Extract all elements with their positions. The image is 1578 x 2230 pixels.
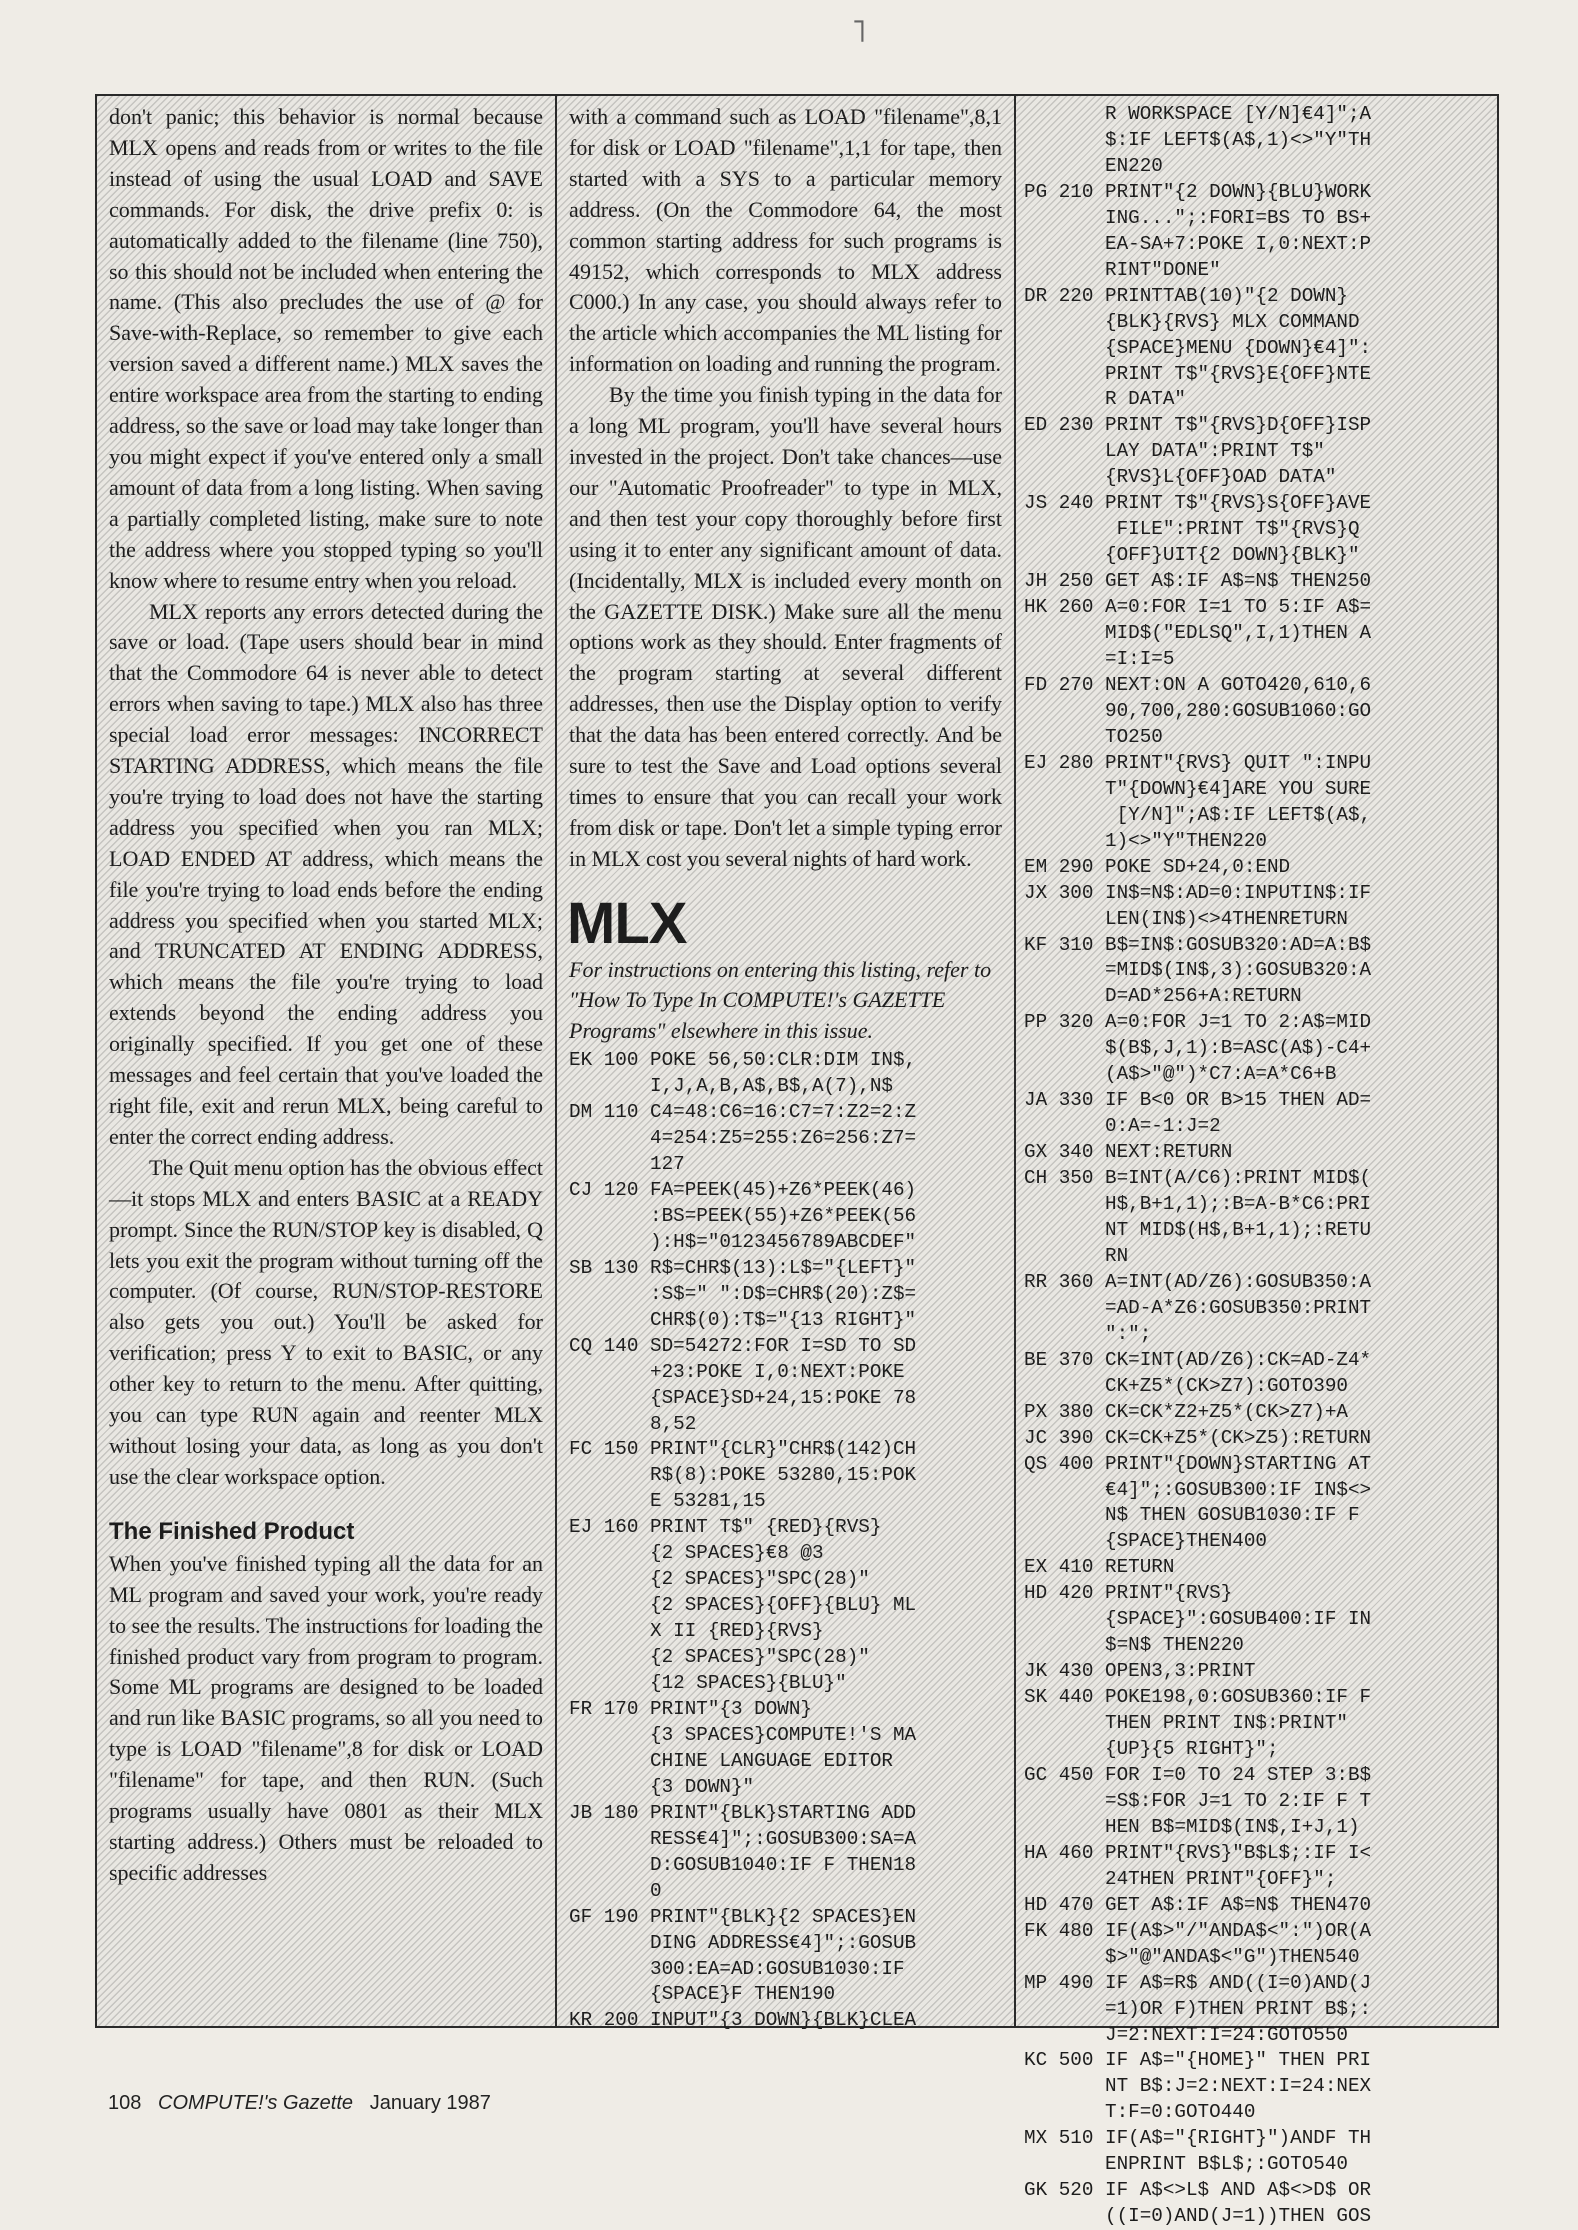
paragraph-testing-advice: By the time you finish typing in the data for a long ML program, you'll have several hours invested in the project. Don't take chances—use our "Automatic Proofreader" to type in MLX, and then test your copy thoroughly before first using it to enter any significant amount of data. (Incidentally, MLX is included every month on the GAZETTE DISK.) Make sure all the menu options work as they should. Enter fragments of the program starting at several different addresses, then use the Display option to verify that the data has been entered correctly. And be sure to test the Save and Load options several times to ensure that you can recall your work from disk or tape. Don't let a simple typing error in MLX cost you several nights of hard work. <box>569 382 1002 871</box>
paragraph-finished-product: When you've finished typing all the data for an ML program and saved your work, you're ready to see the results. The instructions for loading the finished product vary from program to program. Some ML programs are designed to be loaded and run like BASIC programs, so all you need to type is LOAD "filename",8 for disk or LOAD "filename" for tape, and then RUN. (Such programs usually have 0801 as their MLX starting address.) Others must be reloaded to specific addresses <box>109 1550 544 1885</box>
page-number: 108 <box>108 2092 142 2114</box>
listing-title: MLX <box>567 890 687 956</box>
top-printer-mark: ˥ <box>851 12 867 50</box>
column-1 <box>97 96 557 2026</box>
program-listing-part-2: R WORKSPACE [Y/N]€4]";A $:IF LEFT$(A$,1)<>"Y"TH EN220 PG 210 PRINT"{2 DOWN}{BLU}WORK ING...";:FORI=BS TO BS+ EA-SA+7:POKE I,0:NEXT:P RINT"DONE" DR 220 PRINTTAB(10)"{2 DOWN} {BLK}{RVS} MLX COMMAND {SPACE}MENU {DOWN}€4]": PRINT T$"{RVS}E{OFF}NTE R DATA" ED 230 PRINT T$"{RVS}D{OFF}ISP LAY DATA":PRINT T$" {RVS}L{OFF}OAD DATA" JS 240 PRINT T$"{RVS}S{OFF}AVE FILE":PRINT T$"{RVS}Q {OFF}UIT{2 DOWN}{BLK}" JH 250 GET A$:IF A$=N$ THEN250 HK 260 A=0:FOR I=1 TO 5:IF A$= MID$("EDLSQ",I,1)THEN A =I:I=5 FD 270 NEXT:ON A GOTO420,610,6 90,700,280:GOSUB1060:GO TO250 EJ 280 PRINT"{RVS} QUIT ":INPU T"{DOWN}€4]ARE YOU SURE [Y/N]";A$:IF LEFT$(A$, 1)<>"Y"THEN220 EM 290 POKE SD+24,0:END JX 300 IN$=N$:AD=0:INPUTIN$:IF LEN(IN$)<>4THENRETURN KF 310 B$=IN$:GOSUB320:AD=A:B$ =MID$(IN$,3):GOSUB320:A D=AD*256+A:RETURN PP 320 A=0:FOR J=1 TO 2:A$=MID $(B$,J,1):B=ASC(A$)-C4+ (A$>"@")*C7:A=A*C6+B JA 330 IF B<0 OR B>15 THEN AD= 0:A=-1:J=2 GX 340 NEXT:RETURN CH 350 B=INT(A/C6):PRINT MID$( H$,B+1,1);:B=A-B*C6:PRI NT MID$(H$,B+1,1);:RETU RN RR 360 A=INT(AD/Z6):GOSUB350:A =AD-A*Z6:GOSUB350:PRINT ":"; BE 370 CK=INT(AD/Z6):CK=AD-Z4* CK+Z5*(CK>Z7):GOTO390 PX 380 CK=CK*Z2+Z5*(CK>Z7)+A JC 390 CK=CK+Z5*(CK>Z5):RETURN QS 400 PRINT"{DOWN}STARTING AT €4]";:GOSUB300:IF IN$<> N$ THEN GOSUB1030:IF F {SPACE}THEN400 EX 410 RETURN HD 420 PRINT"{RVS} {SPACE}":GOSUB400:IF IN $=N$ THEN220 JK 430 OPEN3,3:PRINT SK 440 POKE198,0:GOSUB360:IF F THEN PRINT IN$:PRINT" {UP}{5 RIGHT}"; GC 450 FOR I=0 TO 24 STEP 3:B$ =S$:FOR J=1 TO 2:IF F T HEN B$=MID$(IN$,I+J,1) HA 460 PRINT"{RVS}"B$L$;:IF I< 24THEN PRINT"{OFF}"; HD 470 GET A$:IF A$=N$ THEN470 FK 480 IF(A$>"/"ANDA$<":")OR(A $>"@"ANDA$<"G")THEN540 MP 490 IF A$=R$ AND((I=0)AND(J =1)OR F)THEN PRINT B$;: J=2:NEXT:I=24:GOTO550 KC 500 IF A$="{HOME}" THEN PRI NT B$:J=2:NEXT:I=24:NEX T:F=0:GOTO440 MX 510 IF(A$="{RIGHT}")ANDF TH ENPRINT B$L$;:GOTO540 GK 520 IF A$<>L$ AND A$<>D$ OR ((I=0)AND(J=1))THEN GOS <box>1024 103 1372 2228</box>
column-1-text-continued <box>97 1549 555 1889</box>
column-1-text <box>97 96 555 1493</box>
column-2-text <box>557 96 1014 875</box>
paragraph-load-errors: MLX reports any errors detected during the save or load. (Tape users should bear in mind that the Commodore 64 is never able to detect errors when saving to tape.) MLX also has three special load error messages: INCORRECT STARTING ADDRESS, which means the file you're trying to load does not have the starting address you specified when you ran MLX; LOAD ENDED AT address, which means the file you're trying to load ends before the ending address you specified when you started MLX; and TRUNCATED AT ENDING ADDRESS, which means the file you're trying to load extends beyond the ending address you originally specified. If you get one of these messages and feel certain that you've loaded the right file, exit and rerun MLX, being careful to enter the correct ending address. <box>109 598 543 1149</box>
listing-instructions: For instructions on entering this listing, refer to "How To Type In COMPUTE!'s GAZETTE Programs" elsewhere in this issue. <box>569 956 992 1043</box>
section-heading-finished-product: The Finished Product <box>109 1517 355 1545</box>
page-footer <box>108 2092 491 2115</box>
paragraph-quit-option: The Quit menu option has the obvious effect—it stops MLX and enters BASIC at a READY prompt. Since the RUN/STOP key is disabled, Q lets you exit the program without turning off the computer. (Of course, RUN/STOP-RESTORE also gets you out.) You'll be asked for verification; press Y to exit to BASIC, or any other key to return to the menu. After quitting, you can type RUN again and reenter MLX without losing your data, as long as you don't use the clear workspace option. <box>109 1154 543 1489</box>
publication-name: COMPUTE!'s Gazette <box>158 2092 354 2114</box>
column-3 <box>1016 96 1497 2228</box>
column-2 <box>557 96 1016 2032</box>
paragraph-load-command: with a command such as LOAD "filename",8,1 for disk or LOAD "filename",1,1 for tape, then started with a SYS to a particular memory address. (On the Commodore 64, the most common starting address for such programs is 49152, which corresponds to MLX address C000.) In any case, you should always refer to the article which accompanies the ML listing for information on loading and running the program. <box>569 104 1002 377</box>
paragraph-save-load: don't panic; this behavior is normal because MLX opens and reads from or writes to the file instead of using the usual LOAD and SAVE commands. For disk, the drive prefix 0: is automatically added to the filename (line 750), so this should not be included when entering the name. (This also precludes the use of @ for Save-with-Replace, so remember to give each version saved a different name.) MLX saves the entire workspace area from the starting to ending address, so the save or load may take longer than you might expect if you've entered only a small amount of data from a long listing. When saving a partially completed listing, make sure to note the address where you stopped typing so you'll know where to resume entry when you reload. <box>109 104 543 593</box>
program-listing-part-1: EK 100 POKE 56,50:CLR:DIM IN$, I,J,A,B,A$,B$,A(7),N$ DM 110 C4=48:C6=16:C7=7:Z2=2:Z 4=254:Z5=255:Z6=256:Z7= 127 CJ 120 FA=PEEK(45)+Z6*PEEK(46) :BS=PEEK(55)+Z6*PEEK(56 ):H$="0123456789ABCDEF" SB 130 R$=CHR$(13):L$="{LEFT}" :S$=" ":D$=CHR$(20):Z$= CHR$(0):T$="{13 RIGHT}" CQ 140 SD=54272:FOR I=SD TO SD +23:POKE I,0:NEXT:POKE {SPACE}SD+24,15:POKE 78 8,52 FC 150 PRINT"{CLR}"CHR$(142)CH R$(8):POKE 53280,15:POK E 53281,15 EJ 160 PRINT T$" {RED}{RVS} {2 SPACES}€8 @3 {2 SPACES}"SPC(28)" {2 SPACES}{OFF}{BLU} ML X II {RED}{RVS} {2 SPACES}"SPC(28)" {12 SPACES}{BLU}" FR 170 PRINT"{3 DOWN} {3 SPACES}COMPUTE!'S MA CHINE LANGUAGE EDITOR {3 DOWN}" JB 180 PRINT"{BLK}STARTING ADD RESS€4]";:GOSUB300:SA=A D:GOSUB1040:IF F THEN18 0 GF 190 PRINT"{BLK}{2 SPACES}EN DING ADDRESS€4]";:GOSUB 300:EA=AD:GOSUB1030:IF {SPACE}F THEN190 KR 200 INPUT"{3 DOWN}{BLK}CLEA <box>569 1049 917 2032</box>
issue-date: January 1987 <box>369 2092 491 2114</box>
